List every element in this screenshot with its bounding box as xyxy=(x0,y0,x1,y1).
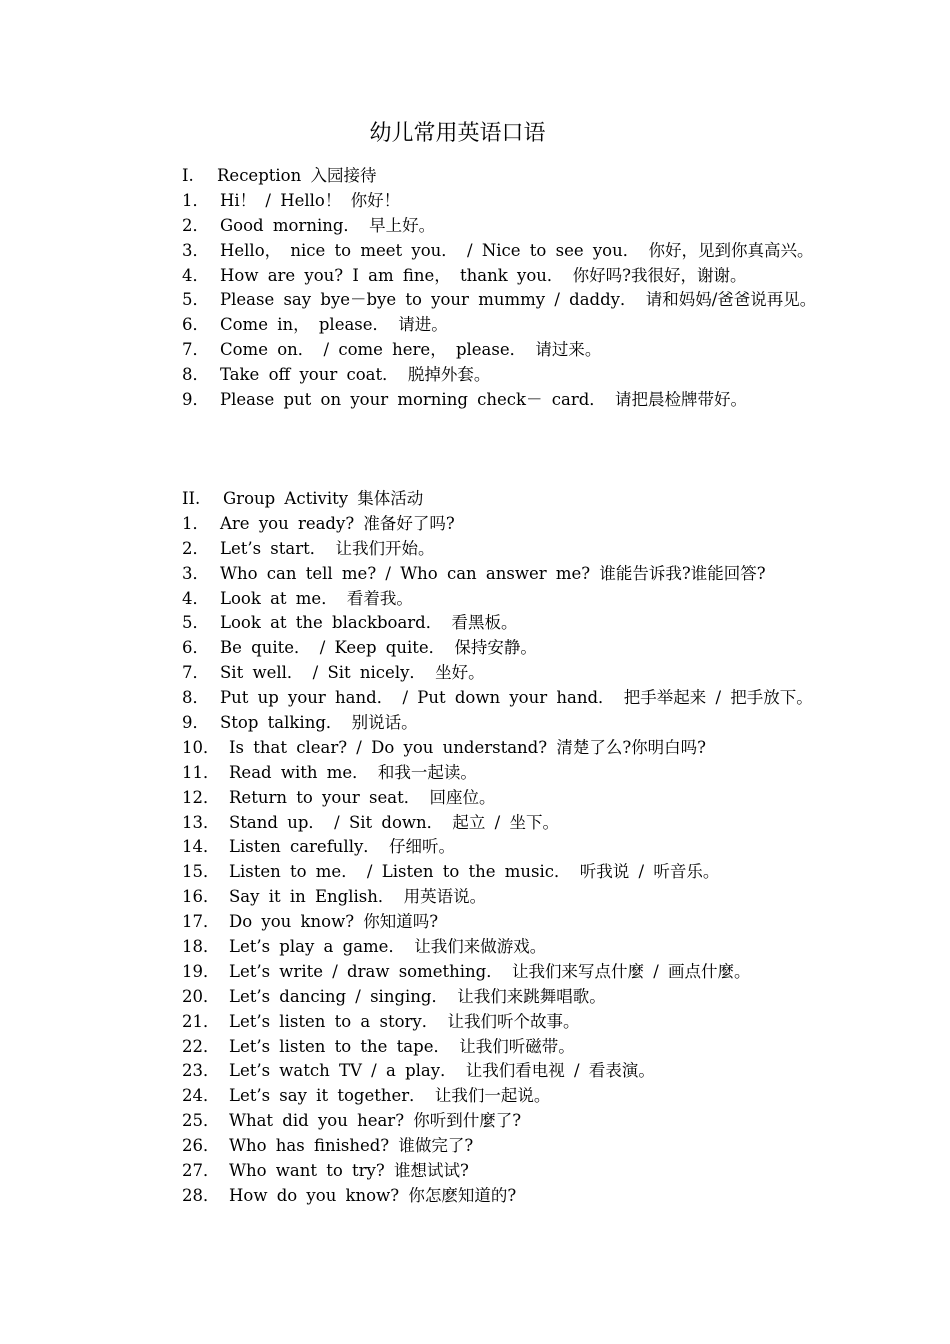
list-item xyxy=(182,189,882,214)
item-number: 5． xyxy=(182,290,209,310)
item-text: Who has finished? 谁做完了? xyxy=(229,1136,474,1156)
list-item xyxy=(182,761,882,786)
item-text: Read with me． 和我一起读。 xyxy=(229,762,477,782)
item-text: Let’s write / draw something． 让我们来写点什麼 / 画点什麼。 xyxy=(229,961,751,981)
item-number: 4． xyxy=(182,588,209,608)
item-text: Good morning． 早上好。 xyxy=(220,215,436,235)
item-number: 3． xyxy=(182,240,209,260)
item-number: 2． xyxy=(182,538,209,558)
list-item xyxy=(182,587,882,612)
document-title: 幼儿常用英语口语 xyxy=(369,121,546,146)
item-number: 10． xyxy=(182,737,220,757)
list-item xyxy=(182,786,882,811)
item-number: 18． xyxy=(182,937,220,957)
item-number: 5． xyxy=(182,613,209,633)
item-number: 7． xyxy=(182,340,209,360)
section-group-activity xyxy=(182,487,882,1209)
item-text: Please say bye－bye to your mummy / daddy． 请和妈妈/爸爸说再见。 xyxy=(220,290,817,310)
list-item xyxy=(182,611,882,636)
item-text: Return to your seat． 回座位。 xyxy=(229,787,496,807)
item-text: Stand up． / Sit down． 起立 / 坐下。 xyxy=(229,812,559,832)
list-item xyxy=(182,363,882,388)
item-text: Hi！ / Hello！ 你好！ xyxy=(220,190,401,210)
list-item xyxy=(182,811,882,836)
list-item xyxy=(182,835,882,860)
item-text: Are you ready? 准备好了吗? xyxy=(220,513,455,533)
item-number: 11． xyxy=(182,762,220,782)
item-number: 27． xyxy=(182,1161,220,1181)
list-item xyxy=(182,512,882,537)
list-item xyxy=(182,935,882,960)
list-item xyxy=(182,661,882,686)
item-number: 24． xyxy=(182,1086,220,1106)
list-item xyxy=(182,1084,882,1109)
section-numeral: I. xyxy=(182,166,194,185)
item-text: Stop talking． 别说话。 xyxy=(220,713,418,733)
item-text: Take off your coat． 脱掉外套。 xyxy=(220,365,491,385)
list-item xyxy=(182,636,882,661)
item-text: Let’s watch TV / a play． 让我们看电视 / 看表演。 xyxy=(229,1061,655,1081)
item-text: Do you know? 你知道吗? xyxy=(229,912,439,932)
item-text: Say it in English． 用英语说。 xyxy=(229,887,487,907)
item-text: Let’s say it together． 让我们一起说。 xyxy=(229,1086,551,1106)
list-item xyxy=(182,711,882,736)
item-number: 20． xyxy=(182,986,220,1006)
list-item xyxy=(182,910,882,935)
item-number: 15． xyxy=(182,862,220,882)
item-number: 26． xyxy=(182,1136,220,1156)
item-text: How are you? I am fine， thank you． 你好吗?我很好，谢谢。 xyxy=(220,265,747,285)
list-item xyxy=(182,1010,882,1035)
item-number: 17． xyxy=(182,912,220,932)
list-item xyxy=(182,338,882,363)
item-text: Be quite． / Keep quite． 保持安静。 xyxy=(220,638,537,658)
item-text: Is that clear? / Do you understand? 清楚了么?你明白吗? xyxy=(229,737,707,757)
item-number: 4． xyxy=(182,265,209,285)
list-item xyxy=(182,1035,882,1060)
item-number: 28． xyxy=(182,1185,220,1205)
list-item xyxy=(182,288,882,313)
item-number: 19． xyxy=(182,961,220,981)
item-number: 23． xyxy=(182,1061,220,1081)
list-item xyxy=(182,985,882,1010)
item-text: Look at me． 看着我。 xyxy=(220,588,413,608)
section-numeral: II. xyxy=(182,489,201,508)
list-item xyxy=(182,537,882,562)
item-number: 1． xyxy=(182,513,209,533)
item-text: Come on． / come here， please． 请过来。 xyxy=(220,340,602,360)
list-item xyxy=(182,1109,882,1134)
list-item xyxy=(182,1184,882,1209)
list-item xyxy=(182,1159,882,1184)
item-number: 22． xyxy=(182,1036,220,1056)
item-number: 8． xyxy=(182,688,209,708)
item-text: Let’s listen to the tape． 让我们听磁带。 xyxy=(229,1036,575,1056)
list-item xyxy=(182,860,882,885)
item-number: 13． xyxy=(182,812,220,832)
item-number: 16． xyxy=(182,887,220,907)
section-heading xyxy=(182,487,882,512)
item-number: 6． xyxy=(182,315,209,335)
item-number: 6． xyxy=(182,638,209,658)
list-item xyxy=(182,1134,882,1159)
item-number: 7． xyxy=(182,663,209,683)
item-text: Let’s listen to a story． 让我们听个故事。 xyxy=(229,1011,580,1031)
item-number: 8． xyxy=(182,365,209,385)
item-number: 2． xyxy=(182,215,209,235)
list-item xyxy=(182,313,882,338)
list-item xyxy=(182,686,882,711)
item-text: Listen to me． / Listen to the music． 听我说 / 听音乐。 xyxy=(229,862,720,882)
section-reception xyxy=(182,164,882,413)
item-text: Let’s play a game． 让我们来做游戏。 xyxy=(229,937,547,957)
list-item xyxy=(182,264,882,289)
item-number: 3． xyxy=(182,563,209,583)
list-item xyxy=(182,885,882,910)
item-number: 14． xyxy=(182,837,220,857)
list-item xyxy=(182,388,882,413)
list-item xyxy=(182,736,882,761)
list-item xyxy=(182,562,882,587)
item-number: 9． xyxy=(182,713,209,733)
section-heading xyxy=(182,164,882,189)
item-text: Come in， please． 请进。 xyxy=(220,315,448,335)
item-number: 25． xyxy=(182,1111,220,1131)
item-text: Sit well． / Sit nicely． 坐好。 xyxy=(220,663,485,683)
item-number: 12． xyxy=(182,787,220,807)
item-number: 21． xyxy=(182,1011,220,1031)
item-text: Let’s start． 让我们开始。 xyxy=(220,538,435,558)
item-text: Look at the blackboard． 看黑板。 xyxy=(220,613,518,633)
list-item xyxy=(182,239,882,264)
section-heading-text: Reception 入园接待 xyxy=(217,166,377,185)
item-text: How do you know? 你怎麽知道的? xyxy=(229,1185,517,1205)
item-text: Put up your hand． / Put down your hand． 把手举起来 / 把手放下。 xyxy=(220,688,813,708)
item-text: Who want to try? 谁想试试? xyxy=(229,1161,469,1181)
item-text: Please put on your morning check－ card． 请把晨检牌带好。 xyxy=(220,390,748,410)
item-text: Hello， nice to meet you． / Nice to see you． 你好，见到你真高兴。 xyxy=(220,240,814,260)
list-item xyxy=(182,214,882,239)
list-item xyxy=(182,960,882,985)
item-text: Listen carefully． 仔细听。 xyxy=(229,837,456,857)
list-item xyxy=(182,1059,882,1084)
item-text: Who can tell me? / Who can answer me? 谁能告诉我?谁能回答? xyxy=(220,563,766,583)
section-heading-text: Group Activity 集体活动 xyxy=(223,489,424,508)
item-number: 1． xyxy=(182,190,209,210)
item-text: Let’s dancing / singing． 让我们来跳舞唱歌。 xyxy=(229,986,606,1006)
item-number: 9． xyxy=(182,390,209,410)
item-text: What did you hear? 你听到什麼了? xyxy=(229,1111,522,1131)
